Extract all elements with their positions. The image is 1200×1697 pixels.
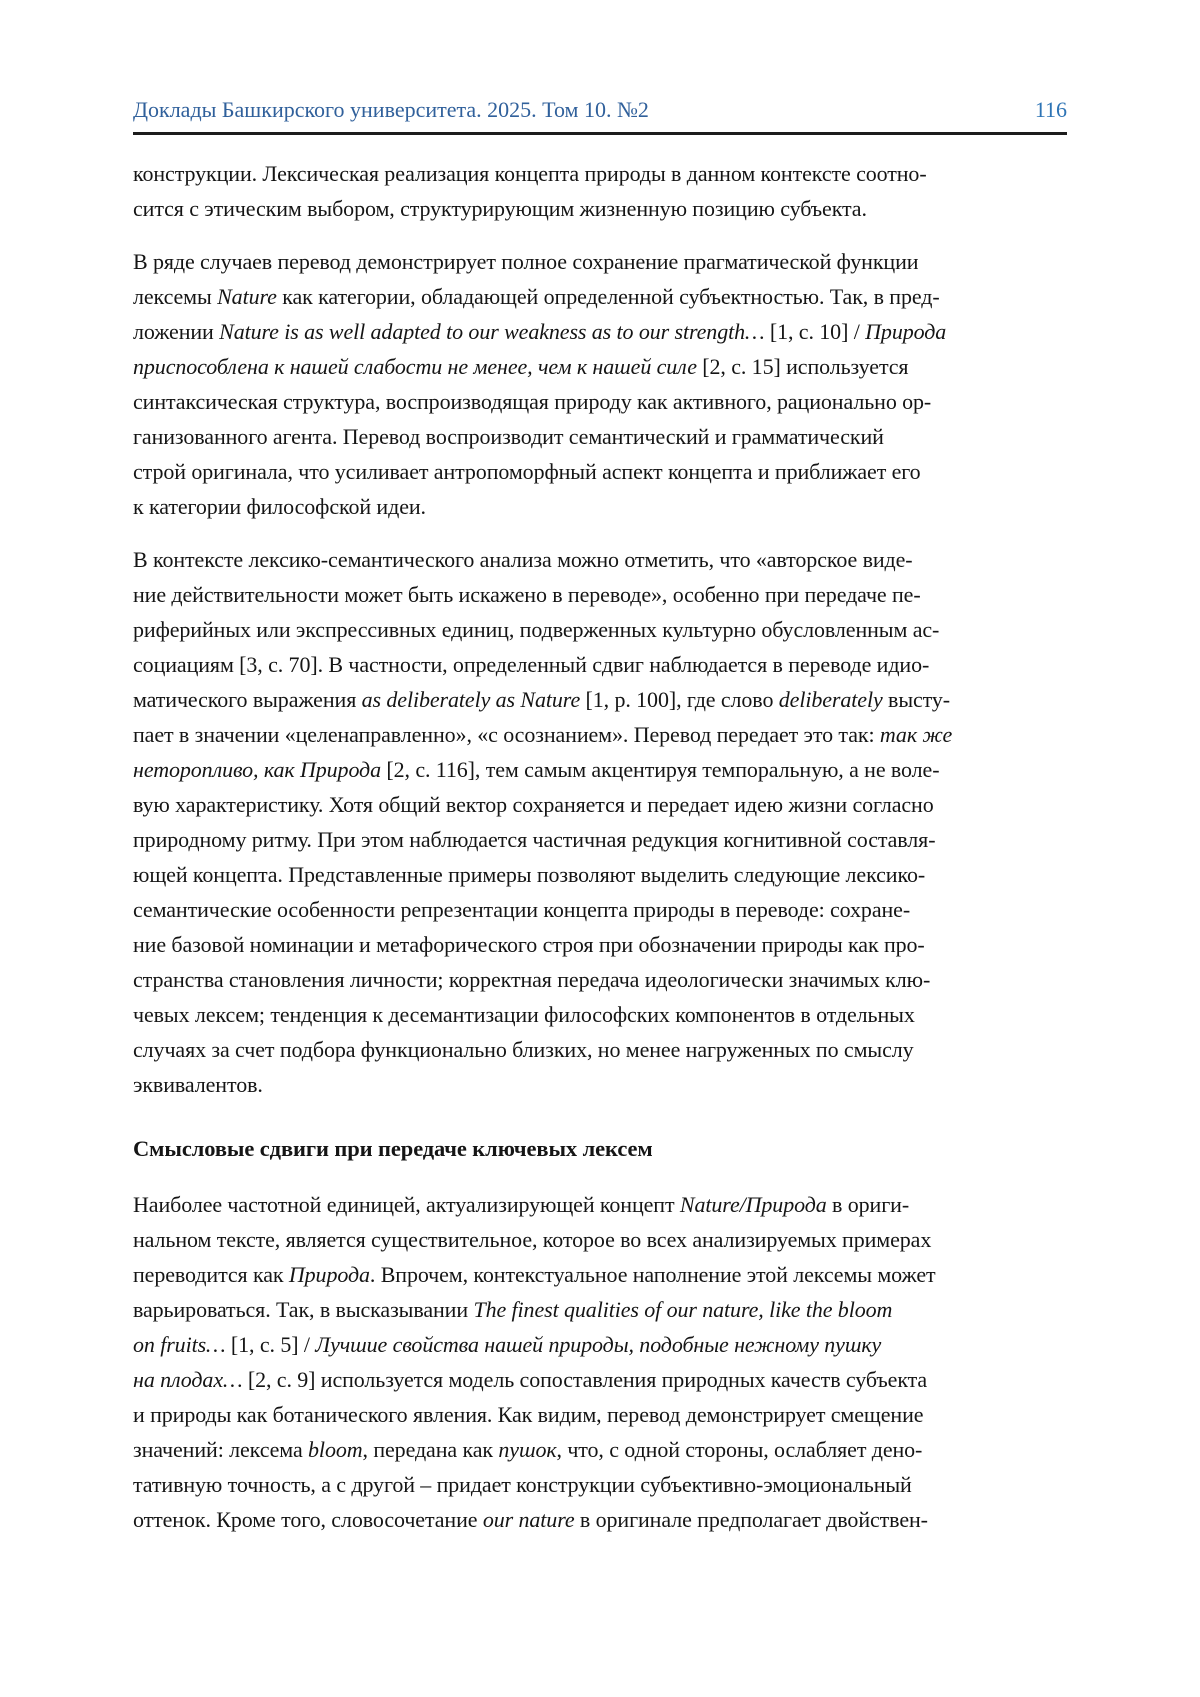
text-line [133, 454, 1067, 489]
text-run: В ряде случаев перевод демонстрирует полное сохранение прагматической функции [133, 249, 919, 274]
page-number: 116 [1034, 97, 1067, 122]
text-line [133, 156, 1067, 191]
text-line [133, 244, 1067, 279]
paragraph [133, 542, 1067, 1102]
italic-text-run: bloom [308, 1437, 363, 1462]
text-run: [1, p. 100], где слово [580, 687, 779, 712]
italic-text-run: our nature [482, 1507, 575, 1532]
paragraph [133, 156, 1067, 226]
italic-text-run: Природа [288, 1262, 370, 1287]
text-run: в ориги- [826, 1192, 910, 1217]
text-run: В контексте лексико-семантического анализа можно отметить, что «авторское виде- [133, 547, 913, 572]
journal-title: Доклады Башкирского университета. 2025. Том 10. №2 [133, 97, 649, 122]
text-run: [2, с. 15] используется [696, 354, 909, 379]
text-run: [2, с. 9] используется модель сопоставления природных качеств субъекта [242, 1367, 928, 1392]
text-run: высту- [882, 687, 951, 712]
text-run: риферийных или экспрессивных единиц, подверженных культурно обусловленным ас- [133, 617, 940, 642]
text-line [133, 1032, 1067, 1067]
italic-text-run: на плодах… [133, 1367, 243, 1392]
text-run: к категории философской идеи. [133, 494, 426, 519]
italic-text-run: on fruits… [133, 1332, 226, 1357]
header-rule [133, 132, 1067, 135]
text-run: лексемы [133, 284, 218, 309]
italic-text-run: приспособлена к нашей слабости не менее, чем к нашей силе [133, 354, 697, 379]
italic-text-run: пушок [498, 1437, 557, 1462]
text-line [133, 542, 1067, 577]
italic-text-run: deliberately [778, 687, 883, 712]
text-run: пает в значении «целенаправленно», «с осознанием». Перевод передает это так: [133, 722, 880, 747]
text-run: матического выражения [133, 687, 362, 712]
text-line [133, 384, 1067, 419]
text-line [133, 349, 1067, 384]
text-run: ганизованного агента. Перевод воспроизводит семантический и грамматический [133, 424, 884, 449]
text-run: ющей концепта. Представленные примеры позволяют выделить следующие лексико- [133, 862, 926, 887]
text-line [133, 1067, 1067, 1102]
paragraph [133, 1187, 1067, 1537]
text-line [133, 997, 1067, 1032]
text-line [133, 314, 1067, 349]
text-line [133, 1257, 1067, 1292]
text-line [133, 1292, 1067, 1327]
text-line [133, 857, 1067, 892]
text-run: в оригинале предполагает двойствен- [574, 1507, 928, 1532]
text-run: ние базовой номинации и метафорического строя при обозначении природы как про- [133, 932, 925, 957]
document-content [133, 156, 1067, 1537]
text-run: и природы как ботанического явления. Как видим, перевод демонстрирует смещение [133, 1402, 924, 1427]
text-line [133, 191, 1067, 226]
text-line [133, 1397, 1067, 1432]
text-run: как категории, обладающей определенной субъектностью. Так, в пред- [276, 284, 940, 309]
text-line [133, 1187, 1067, 1222]
text-run: случаях за счет подбора функционально близких, но менее нагруженных по смыслу [133, 1037, 914, 1062]
text-run: синтаксическая структура, воспроизводящая природу как активного, рационально ор- [133, 389, 932, 414]
text-run: . Впрочем, контекстуальное наполнение этой лексемы может [369, 1262, 936, 1287]
italic-text-run: Nature/Природа [679, 1192, 827, 1217]
text-run: вую характеристику. Хотя общий вектор сохраняется и передает идею жизни согласно [133, 792, 934, 817]
text-line [133, 892, 1067, 927]
text-run: значений: лексема [133, 1437, 309, 1462]
text-line [133, 787, 1067, 822]
text-run: [1, с. 10] / [764, 319, 866, 344]
text-line [133, 1362, 1067, 1397]
italic-text-run: Лучшие свойства нашей природы, подобные нежному пушку [315, 1332, 882, 1357]
italic-text-run: The finest qualities of our nature, like the bloom [473, 1297, 893, 1322]
text-run: Наиболее частотной единицей, актуализирующей концепт [133, 1192, 680, 1217]
text-run: конструкции. Лексическая реализация концепта природы в данном контексте соотно- [133, 161, 927, 186]
text-run: ние действительности может быть искажено в переводе», особенно при передаче пе- [133, 582, 921, 607]
text-line [133, 682, 1067, 717]
text-run: переводится как [133, 1262, 289, 1287]
text-line [133, 1432, 1067, 1467]
running-header [133, 97, 1067, 123]
text-line [133, 962, 1067, 997]
italic-text-run: Природа [865, 319, 947, 344]
text-line [133, 577, 1067, 612]
italic-text-run: неторопливо, как Природа [133, 757, 381, 782]
text-run: , передана как [362, 1437, 499, 1462]
text-line [133, 612, 1067, 647]
text-line [133, 1467, 1067, 1502]
text-line [133, 647, 1067, 682]
text-line [133, 717, 1067, 752]
text-run: природному ритму. При этом наблюдается частичная редукция когнитивной составля- [133, 827, 936, 852]
text-run: , что, с одной стороны, ослабляет дено- [556, 1437, 923, 1462]
section-heading: Смысловые сдвиги при передаче ключевых лексем [133, 1136, 653, 1161]
italic-text-run: as deliberately as Nature [361, 687, 581, 712]
text-line [133, 927, 1067, 962]
text-line [133, 822, 1067, 857]
text-run: странства становления личности; корректная передача идеологически значимых клю- [133, 967, 931, 992]
text-run: варьироваться. Так, в высказывании [133, 1297, 474, 1322]
text-run: оттенок. Кроме того, словосочетание [133, 1507, 483, 1532]
text-line [133, 1222, 1067, 1257]
text-run: чевых лексем; тенденция к десемантизации философских компонентов в отдельных [133, 1002, 915, 1027]
text-run: тативную точность, а с другой – придает конструкции субъективно-эмоциональный [133, 1472, 912, 1497]
text-run: социациям [3, с. 70]. В частности, определенный сдвиг наблюдается в переводе идио- [133, 652, 930, 677]
text-run: [2, с. 116], тем самым акцентируя темпоральную, а не воле- [381, 757, 940, 782]
text-run: строй оригинала, что усиливает антропоморфный аспект концепта и приближает его [133, 459, 921, 484]
text-run: сится с этическим выбором, структурирующим жизненную позицию субъекта. [133, 196, 867, 221]
text-line [133, 1502, 1067, 1537]
text-run: нальном тексте, является существительное, которое во всех анализируемых примерах [133, 1227, 932, 1252]
paragraph [133, 244, 1067, 524]
text-run: эквивалентов. [133, 1072, 263, 1097]
text-run: семантические особенности репрезентации концепта природы в переводе: сохране- [133, 897, 911, 922]
text-line [133, 279, 1067, 314]
italic-text-run: так же [879, 722, 953, 747]
text-run: [1, с. 5] / [225, 1332, 316, 1357]
italic-text-run: Nature is as well adapted to our weakness as to our strength… [219, 319, 765, 344]
text-line [133, 752, 1067, 787]
text-line [133, 1327, 1067, 1362]
text-run: ложении [133, 319, 220, 344]
italic-text-run: Nature [217, 284, 277, 309]
text-line [133, 419, 1067, 454]
text-line [133, 489, 1067, 524]
